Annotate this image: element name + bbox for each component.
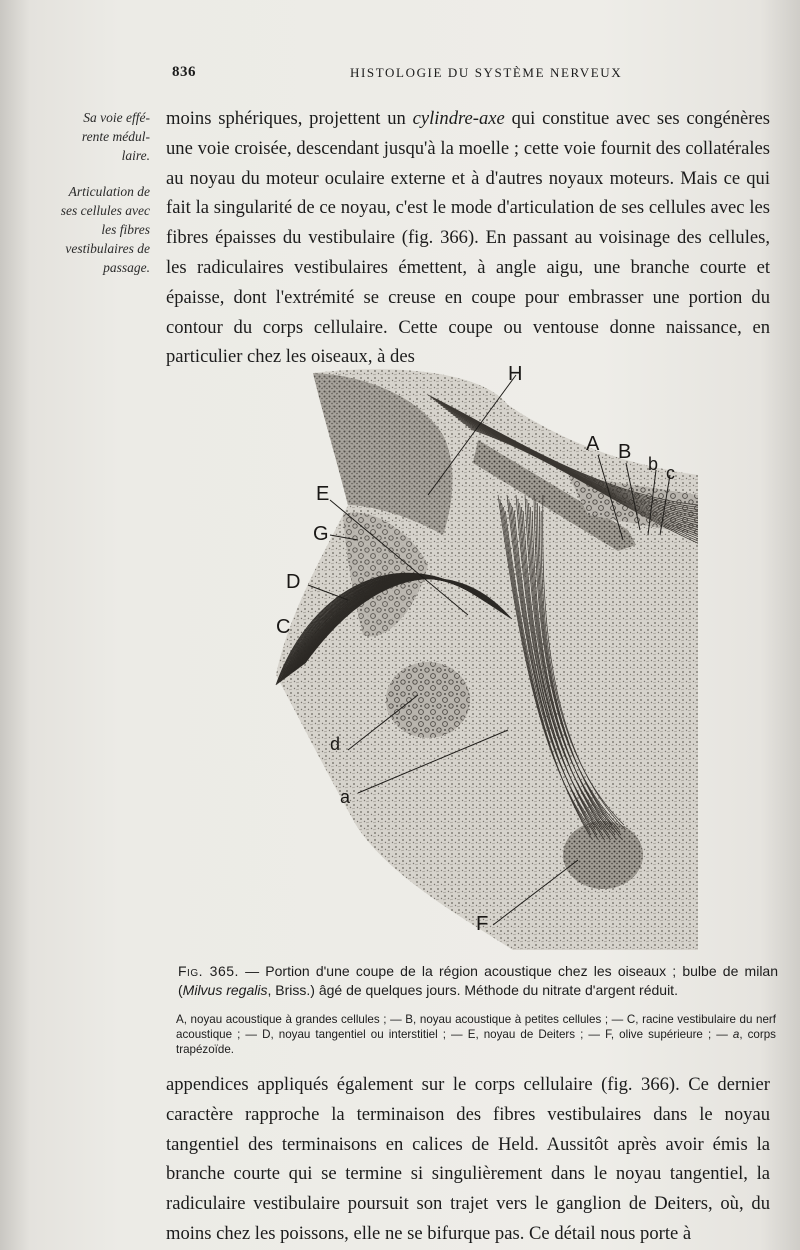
figure-label-b-upper: B <box>618 441 632 463</box>
figure-label-g: G <box>313 523 329 545</box>
figure-label-a: A <box>586 433 600 455</box>
figure-label-e: E <box>316 483 330 505</box>
olive-nucleus <box>563 821 643 889</box>
running-title: HISTOLOGIE DU SYSTÈME NERVEUX <box>350 65 623 80</box>
legend-italic-a: a <box>732 1028 740 1041</box>
caption-text-1: — Portion d'une coupe de la région acoustique chez les oiseaux ; bulbe de milan ( <box>178 963 778 998</box>
body-paragraph-bottom: appendices appliqués également sur le corps cellulaire (fig. 366). Ce dernier caractère rapproche la terminaison des fibres vestibulaires dans le noyau tangentiel des terminaisons en calices de Held. Aussitôt après avoir émis la branche courte qui se termine si singulièrement dans le noyau tangentiel, la radiculaire vestibulaire poursuit son trajet vers le ganglion de Deiters, où, du moins chez les poissons, elle ne se bifurque pas. Ce détail nous porte à <box>166 1074 770 1244</box>
caption-species: Milvus regalis <box>182 982 268 998</box>
page-number: 836 <box>172 64 196 80</box>
figure-legend <box>176 1012 776 1057</box>
body-top-text-1: moins sphériques, projettent un <box>166 108 413 129</box>
figure-label-a-lower: a <box>340 787 351 807</box>
body-paragraph-top <box>166 104 770 372</box>
figure-label-c-upper: C <box>276 616 291 638</box>
caption-text-2: , Briss.) âgé de quelques jours. Méthode du nitrate d'argent réduit. <box>267 982 678 998</box>
figure-label-d-upper: D <box>286 571 301 593</box>
running-head <box>0 64 800 84</box>
histology-figure <box>268 355 698 950</box>
margin-note-articulation: Articulation de ses cellules avec les fibres vestibulaires de passage. <box>60 184 150 275</box>
legend-text-2: , corps trapézoïde. <box>176 1028 776 1056</box>
figure-number: Fig. 365. <box>178 963 239 979</box>
margin-note-efferent-path: Sa voie effé-rente médul-laire. <box>81 110 150 163</box>
figure-label-c-lower: c <box>666 463 675 483</box>
legend-text-1: A, noyau acoustique à grandes cellules ; — B, noyau acoustique à petites cellules ; — C, racine vestibulaire du nerf acoustique ; — D, noyau tangentiel ou interstitiel ; — E, noyau de Deiters ; — F, olive supérieure ; — <box>176 1013 776 1041</box>
figure-label-h: H <box>508 363 523 385</box>
figure-caption <box>178 962 778 1000</box>
central-nucleus <box>386 662 470 738</box>
figure-label-d-lower: d <box>330 734 341 754</box>
body-top-text-2: qui constitue avec ses congénères une voie croisée, descendant jusqu'à la moelle ; cette voie fournit des collatérales au noyau du moteur oculaire externe et à d'autres noyaux moteurs. Mais ce qui fait la singularité de ce noyau, c'est le mode d'articulation de ses cellules avec les fibres épaisses du vestibulaire (fig. 366). En passant au voisinage des cellules, les radiculaires vestibulaires émettent, à angle aigu, une branche courte et épaisse, dont l'extrémité se creuse en coupe pour embrasser une portion du contour du corps cellulaire. Cette coupe ou ventouse donne naissance, en particulier chez les oiseaux, à des <box>166 108 770 368</box>
figure-label-f: F <box>476 913 489 935</box>
histology-drawing <box>268 355 698 950</box>
figure-label-b-lower: b <box>648 454 659 474</box>
body-top-italic-term: cylindre-axe <box>412 108 505 129</box>
